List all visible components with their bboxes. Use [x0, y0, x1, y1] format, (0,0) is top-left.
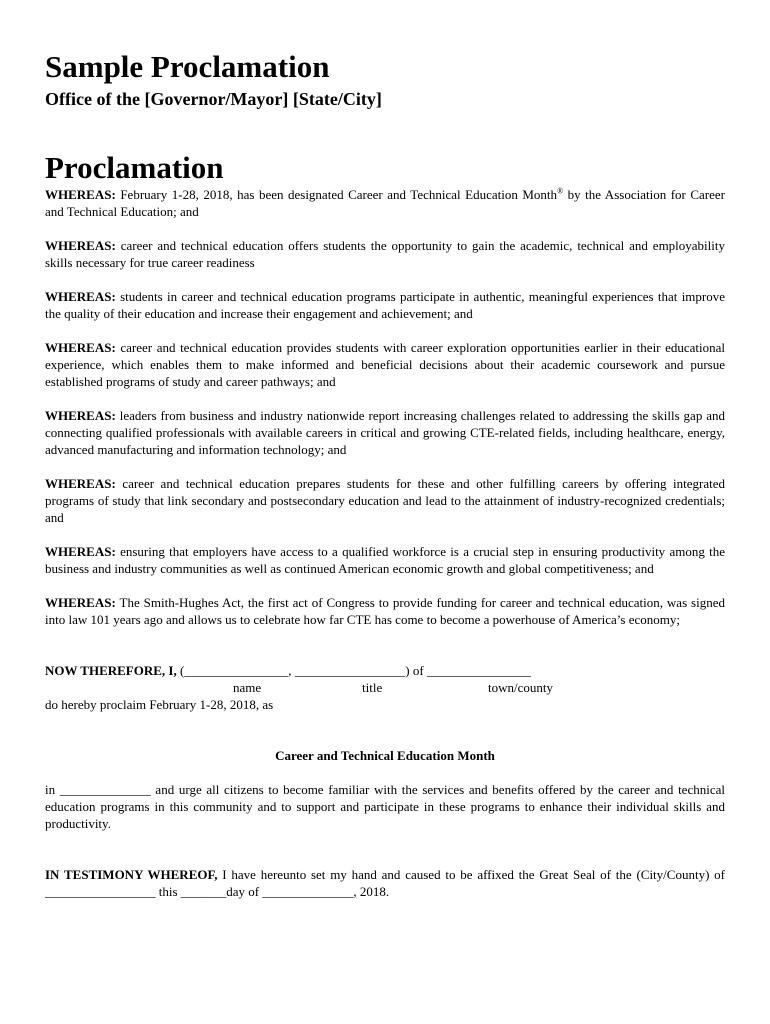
whereas-label: WHEREAS: [45, 595, 116, 610]
month-title: Career and Technical Education Month [275, 748, 495, 763]
whereas-paragraph-3 [45, 288, 725, 322]
testimony-text: I have hereunto set my hand and caused to be affixed the Great Seal of the (City/County) of _________________ this _______day of ______________, 2018. [45, 867, 726, 899]
whereas-paragraph-1 [45, 186, 725, 220]
name-title-town-blanks: (________________, _________________) of ________________ [176, 663, 531, 678]
whereas-label: WHEREAS: [45, 544, 116, 559]
whereas-label: WHEREAS: [45, 340, 116, 355]
whereas-paragraph-5 [45, 407, 725, 458]
document-title: Sample Proclamation [45, 49, 330, 84]
whereas-text-cont: by the Association for Career and Technical Education; and [45, 187, 726, 219]
whereas-paragraph-4 [45, 339, 725, 390]
whereas-label: WHEREAS: [45, 408, 116, 423]
whereas-text: career and technical education prepares students for these and other fulfilling careers by offering integrated programs of study that link secondary and postsecondary education and lead to the attainment of industry-recognized credentials; and [45, 476, 725, 525]
whereas-label: WHEREAS: [45, 289, 116, 304]
whereas-label: WHEREAS: [45, 238, 116, 253]
label-name: name [233, 680, 262, 695]
proclaim-line: do hereby proclaim February 1-28, 2018, as [45, 697, 274, 712]
blank-labels [45, 679, 725, 696]
proclamation-heading: Proclamation [45, 150, 224, 185]
whereas-text: February 1-28, 2018, has been designated Career and Technical Education Month [120, 187, 558, 202]
label-town-county: town/county [488, 680, 553, 695]
whereas-paragraph-7 [45, 543, 725, 577]
whereas-paragraph-8 [45, 594, 725, 628]
whereas-text: career and technical education provides students with career exploration opportunities earlier in their educational experience, which enables them to make informed and beneficial decisions about their academic coursework and pursue established programs of study and career pathways; and [45, 340, 726, 389]
whereas-text: leaders from business and industry nationwide report increasing challenges related to addressing the skills gap and connecting qualified professionals with available careers in critical and growing CTE-related fields, including healthcare, energy, advanced manufacturing and information technology; and [45, 408, 726, 457]
whereas-text: students in career and technical education programs participate in authentic, meaningful experiences that improve the quality of their education and increase their engagement and achievement; and [45, 289, 726, 321]
proclamation-body [45, 186, 725, 917]
whereas-text: career and technical education offers students the opportunity to gain the academic, technical and employability skills necessary for true career readiness [45, 238, 726, 270]
registered-mark: ® [557, 186, 564, 196]
whereas-label: WHEREAS: [45, 476, 116, 491]
whereas-paragraph-6 [45, 475, 725, 526]
whereas-paragraph-2 [45, 237, 725, 271]
whereas-text: ensuring that employers have access to a qualified workforce is a crucial step in ensuring productivity among the business and industry communities as well as continued American economic growth and global competitiveness; and [45, 544, 726, 576]
now-therefore-label: NOW THEREFORE, I, [45, 663, 177, 678]
testimony-paragraph [45, 866, 725, 900]
whereas-label: WHEREAS: [45, 187, 116, 202]
in-paragraph: in ______________ and urge all citizens to become familiar with the services and benefits offered by the career and technical education programs in this community and to support and participate in these programs to enhance their individual skills and productivity. [45, 782, 725, 831]
whereas-text: The Smith-Hughes Act, the first act of Congress to provide funding for career and technical education, was signed into law 101 years ago and allows us to celebrate how far CTE has come to become a powerhouse of America’s economy; [45, 595, 725, 627]
testimony-label: IN TESTIMONY WHEREOF, [45, 867, 218, 882]
document-subtitle: Office of the [Governor/Mayor] [State/City] [45, 89, 382, 109]
now-therefore-line [45, 662, 725, 679]
label-title: title [362, 680, 383, 695]
now-therefore-section [45, 662, 725, 713]
